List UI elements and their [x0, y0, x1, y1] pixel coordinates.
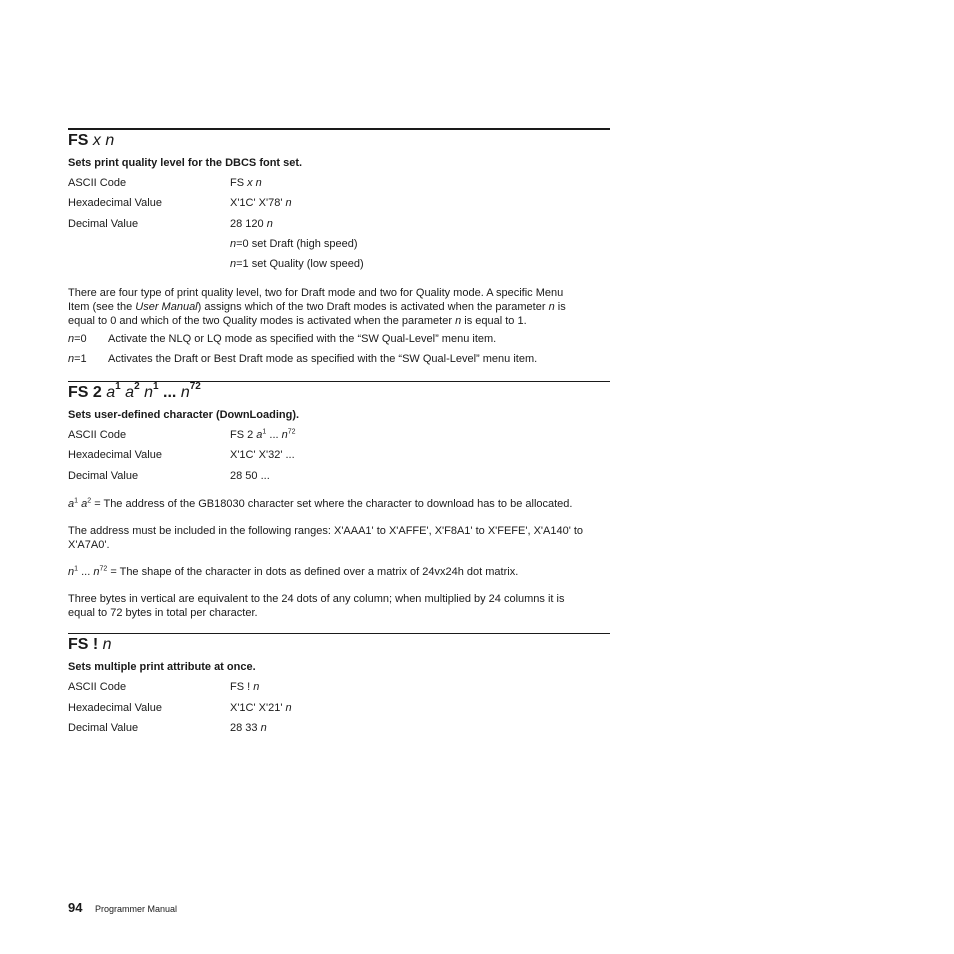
decimal-value-label: Decimal Value [68, 722, 139, 734]
decimal-value: 28 33 n [230, 722, 267, 734]
heading-params: x n [92, 132, 115, 149]
def-text-n1: Activates the Draft or Best Draft mode as specified with the “SW Qual-Level” menu item. [108, 353, 538, 365]
hex-value-label: Hexadecimal Value [68, 449, 162, 461]
ascii-params: x n [247, 177, 262, 189]
hex-value-label: Hexadecimal Value [68, 197, 162, 209]
opt-var: n [230, 238, 237, 250]
decimal-value [230, 218, 273, 230]
def-term-n1: n=1 [68, 353, 87, 365]
ascii-code-value: FS ! n [230, 681, 260, 693]
address-paragraph: $a^1$ $a^2$ = The address of the GB18030 character set where the character to download has to be allocated. [68, 497, 573, 510]
ascii-code-label: ASCII Code [68, 429, 127, 441]
ascii-prefix: FS [230, 177, 245, 189]
heading-command: FS ! [68, 636, 99, 653]
ascii-code-value [230, 177, 262, 189]
option-n1 [230, 258, 364, 270]
section-rule-fs-excl [68, 633, 610, 634]
section-rule-fs-x-n [68, 128, 610, 130]
decimal-value-label: Decimal Value [68, 470, 139, 482]
heading-fs-2: FS 2 $a^1$ $a^2$ $n^1$ ... $n^{72}$ [68, 380, 201, 401]
opt-text: =0 set Draft (high speed) [236, 238, 358, 250]
footer-manual-title: Programmer Manual [95, 904, 178, 914]
section-rule-fs-2 [68, 381, 610, 382]
heading-param: n [102, 636, 112, 653]
heading-command: FS 2 [68, 384, 102, 401]
para-line: equal to 0 and which of the two Quality modes is activated when the parameter n is equal to 1. [68, 315, 527, 327]
ascii-code-label: ASCII Code [68, 177, 127, 189]
shape-paragraph: $n^1$ ... $n^{72}$ = The shape of the character in dots as defined over a matrix of 24vx24h dot matrix. [68, 565, 519, 578]
subtitle-fs-2: Sets user-defined character (DownLoading). [68, 409, 300, 421]
ascii-code-value: FS 2 $a^1$ ... $n^{72}$ [230, 428, 296, 441]
page-number: 94 [68, 900, 83, 915]
range-paragraph: The address must be included in the following ranges: X'AAA1' to X'AFFE', X'F8A1' to X'FEFE', X'A140' to X'A7A0'. [68, 525, 584, 551]
hex-value: X'1C' X'32' ... [230, 449, 295, 461]
subtitle-fs-x-n: Sets print quality level for the DBCS font set. [68, 157, 303, 169]
heading-fs-x-n [68, 132, 114, 150]
hex-prefix: X'1C' X'78' [230, 197, 283, 209]
opt-var: n [230, 258, 237, 270]
quality-description-paragraph [68, 286, 610, 328]
hex-value: X'1C' X'21' n [230, 702, 292, 714]
subtitle-fs-excl: Sets multiple print attribute at once. [68, 661, 256, 673]
def-term-n0: n=0 [68, 333, 87, 345]
para-line: Item (see the User Manual) assigns which of the two Draft modes is activated when the parameter n is [68, 301, 566, 313]
para-line: There are four type of print quality level, two for Draft mode and two for Quality mode. A specific Menu [68, 287, 564, 299]
dec-param: n [266, 218, 273, 230]
dec-prefix: 28 120 [230, 218, 264, 230]
decimal-value-label: Decimal Value [68, 218, 139, 230]
hex-param: n [285, 197, 292, 209]
option-n0 [230, 238, 358, 250]
heading-fs-excl-n [68, 636, 112, 654]
bytes-paragraph: Three bytes in vertical are equivalent to the 24 dots of any column; when multiplied by 24 columns it is equal to 72 bytes in total per character. [68, 593, 565, 619]
decimal-value: 28 50 ... [230, 470, 270, 482]
def-text-n0: Activate the NLQ or LQ mode as specified with the “SW Qual-Level” menu item. [108, 333, 497, 345]
heading-command: FS [68, 132, 89, 149]
ascii-code-label: ASCII Code [68, 681, 127, 693]
opt-text: =1 set Quality (low speed) [236, 258, 364, 270]
hex-value-label: Hexadecimal Value [68, 702, 162, 714]
hex-value [230, 197, 292, 209]
